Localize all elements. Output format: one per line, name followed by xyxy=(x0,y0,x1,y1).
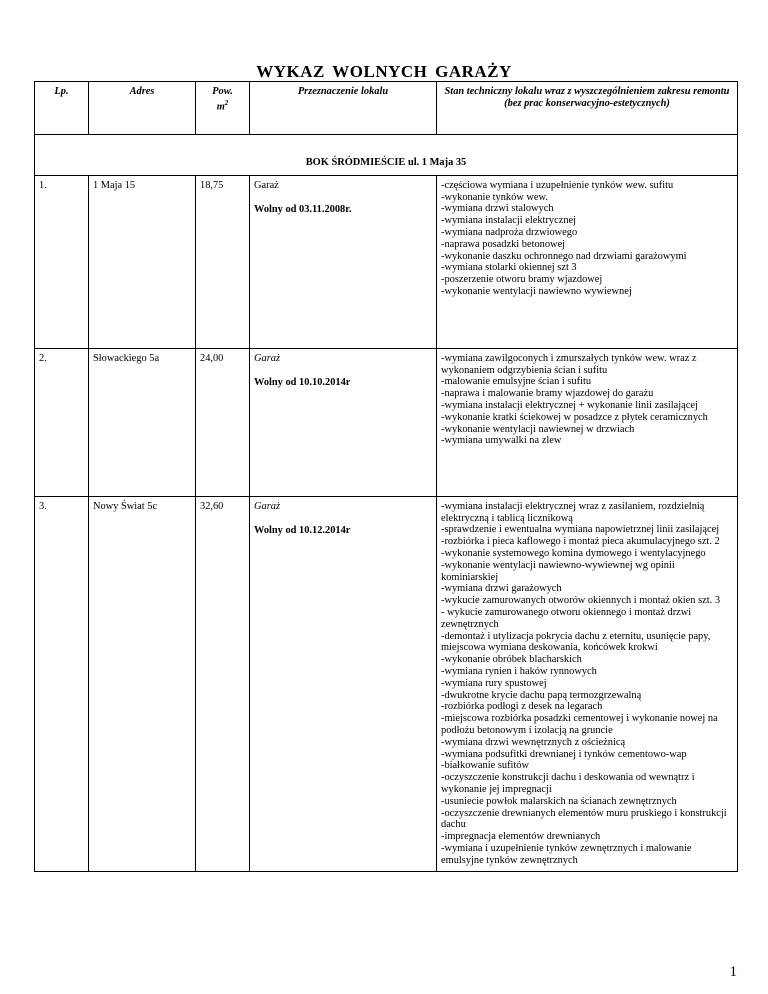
available-from: Wolny od 03.11.2008r. xyxy=(254,203,352,215)
row-przeznaczenie xyxy=(250,496,437,871)
page-number: 1 xyxy=(729,964,737,980)
row-lp: 1. xyxy=(35,175,89,348)
row-stan: -wymiana instalacji elektrycznej wraz z zasilaniem, rozdzielnią elektryczną i tablicą licznikową -sprawdzenie i ewentualna wymiana napowietrznej linii zasilającej -rozbiórka i pieca kaflowego i montaż pieca akumulacyjnego szt. 2 -wykonanie systemowego komina dymowego i wentylacyjnego -wykonanie wentylacji nawiewno-wywiewnej wg opinii kominiarskiej -wymiana drzwi garażowych -wykucie zamurowanych otworów okiennych i montaż okien szt. 3 - wykucie zamurowanego otworu okiennego i montaż drzwi zewnętrznych -demontaż i utylizacja pokrycia dachu z eternitu, usunięcie papy, miejscowa wymiana deskowania, końcówek krokwi -wykonanie obróbek blacharskich -wymiana rynien i haków rynnowych -wymiana rury spustowej -dwukrotne krycie dachu papą termozgrzewalną -rozbiórka podłogi z desek na legarach -miejscowa rozbiórka posadzki cementowej i wykonanie nowej na podłożu betonowym i izolacją na gruncie -wymiana drzwi wewnętrznych z ościeżnicą -wymiana podsufitki drewnianej i tynków cementowo-wap -białkowanie sufitów -oczyszczenie konstrukcji dachu i deskowania od wewnątrz i wykonanie jej impregnacji -usuniecie powłok malarskich na ścianach zewnętrznych -oczyszczenie drewnianych elementów muru pruskiego i konstrukcji dachu -impregnacja elementów drewnianych -wymiana i uzupełnienie tynków zewnętrznych i malowanie emulsyjne tynków zewnętrznych xyxy=(437,496,738,871)
row-pow: 18,75 xyxy=(196,175,250,348)
purpose-label: Garaż xyxy=(254,500,280,512)
header-przeznaczenie: Przeznaczenie lokalu xyxy=(250,82,437,135)
purpose-label: Garaż xyxy=(254,352,280,364)
table-row xyxy=(35,496,738,871)
header-stan: Stan techniczny lokalu wraz z wyszczególnieniem zakresu remontu (bez prac konserwacyjno-estetycznych) xyxy=(437,82,738,135)
row-pow: 24,00 xyxy=(196,348,250,496)
table-row xyxy=(35,175,738,348)
row-przeznaczenie xyxy=(250,348,437,496)
purpose-label: Garaż xyxy=(254,179,279,191)
garages-table xyxy=(34,81,738,872)
header-pow: Pow. $m^2$ xyxy=(196,82,250,135)
section-title: BOK ŚRÓDMIEŚCIE ul. 1 Maja 35 xyxy=(35,135,738,176)
row-adres: 1 Maja 15 xyxy=(89,175,196,348)
row-pow: 32,60 xyxy=(196,496,250,871)
header-adres: Adres xyxy=(89,82,196,135)
row-przeznaczenie xyxy=(250,175,437,348)
available-from: Wolny od 10.10.2014r xyxy=(254,376,351,388)
row-lp: 2. xyxy=(35,348,89,496)
row-lp: 3. xyxy=(35,496,89,871)
row-stan: -częściowa wymiana i uzupełnienie tynków wew. sufitu -wykonanie tynków wew. -wymiana drzwi stalowych -wymiana instalacji elektrycznej -wymiana nadproża drzwiowego -naprawa posadzki betonowej -wykonanie daszku ochronnego nad drzwiami garażowymi -wymiana stolarki okiennej szt 3 -poszerzenie otworu bramy wjazdowej -wykonanie wentylacji nawiewno wywiewnej xyxy=(437,175,738,348)
row-stan: -wymiana zawilgoconych i zmurszałych tynków wew. wraz z wykonaniem odgrzybienia ścian i sufitu -malowanie emulsyjne ścian i sufitu -naprawa i malowanie bramy wjazdowej do garażu -wymiana instalacji elektrycznej + wykonanie linii zasilającej -wykonanie kratki ściekowej w posadzce z płytek ceramicznych -wykonanie wentylacji nawiewnej w drzwiach -wymiana umywalki na zlew xyxy=(437,348,738,496)
table-header-row xyxy=(35,82,738,135)
document-title: WYKAZ WOLNYCH GARAŻY xyxy=(256,62,512,81)
header-lp: Lp. xyxy=(35,82,89,135)
table-row xyxy=(35,348,738,496)
section-row xyxy=(35,135,738,176)
row-adres: Słowackiego 5a xyxy=(89,348,196,496)
row-adres: Nowy Świat 5c xyxy=(89,496,196,871)
available-from: Wolny od 10.12.2014r xyxy=(254,524,351,536)
